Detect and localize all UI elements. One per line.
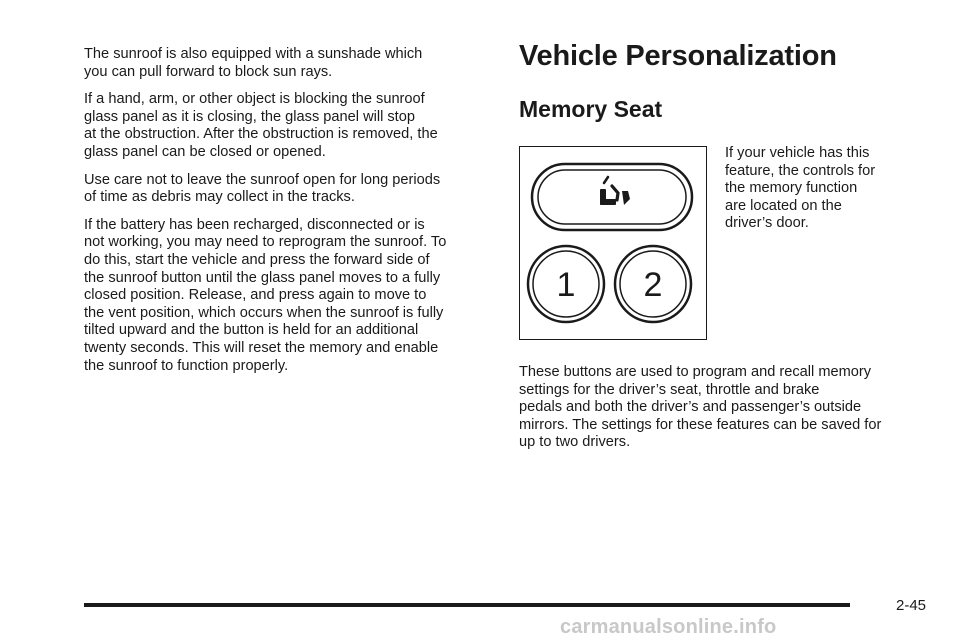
subsection-title: Memory Seat [519,96,663,122]
memory-buttons-paragraph: These buttons are used to program and recall memory settings for the driver’s seat, throttle and brake pedals and both the driver’s and passenger’s outside mirrors. The settings for these features can be saved for up to two drivers. [519,364,882,451]
debris-paragraph: Use care not to leave the sunroof open for long periods of time as debris may collect in the tracks. [84,171,441,206]
left-column [84,46,494,385]
memory-buttons-figure [519,146,707,340]
memory-button-2-label: 2 [643,266,663,304]
memory-button-2 [615,246,691,322]
obstruction-paragraph: If a hand, arm, or other object is blocking the sunroof glass panel as it is closing, the glass panel will stop at the obstruction. After the obstruction is removed, the glass panel can be closed or opened. [84,91,438,160]
memory-button-1-label: 1 [556,266,576,304]
watermark: carmanualsonline.info [560,616,777,638]
memory-set-button [532,164,692,230]
page-number: 2-45 [896,597,927,614]
memory-button-1 [528,246,604,322]
footer-rule [84,603,850,607]
reprogram-paragraph: If the battery has been recharged, disconnected or is not working, you may need to reprogram the sunroof. To do this, start the vehicle and press the forward side of the sunroof button until the glass panel moves to a fully closed position. Release, and press again to move to the vent position, which occurs when the sunroof is fully tilted upward and the button is held for an additional twenty seconds. This will reset the memory and enable the sunroof to function properly. [84,216,447,374]
sunshade-paragraph: The sunroof is also equipped with a sunshade which you can pull forward to block sun rays. [84,46,423,80]
section-title: Vehicle Personalization [519,40,837,72]
figure-caption: If your vehicle has this feature, the controls for the memory function are located on the driver’s door. [725,145,876,232]
